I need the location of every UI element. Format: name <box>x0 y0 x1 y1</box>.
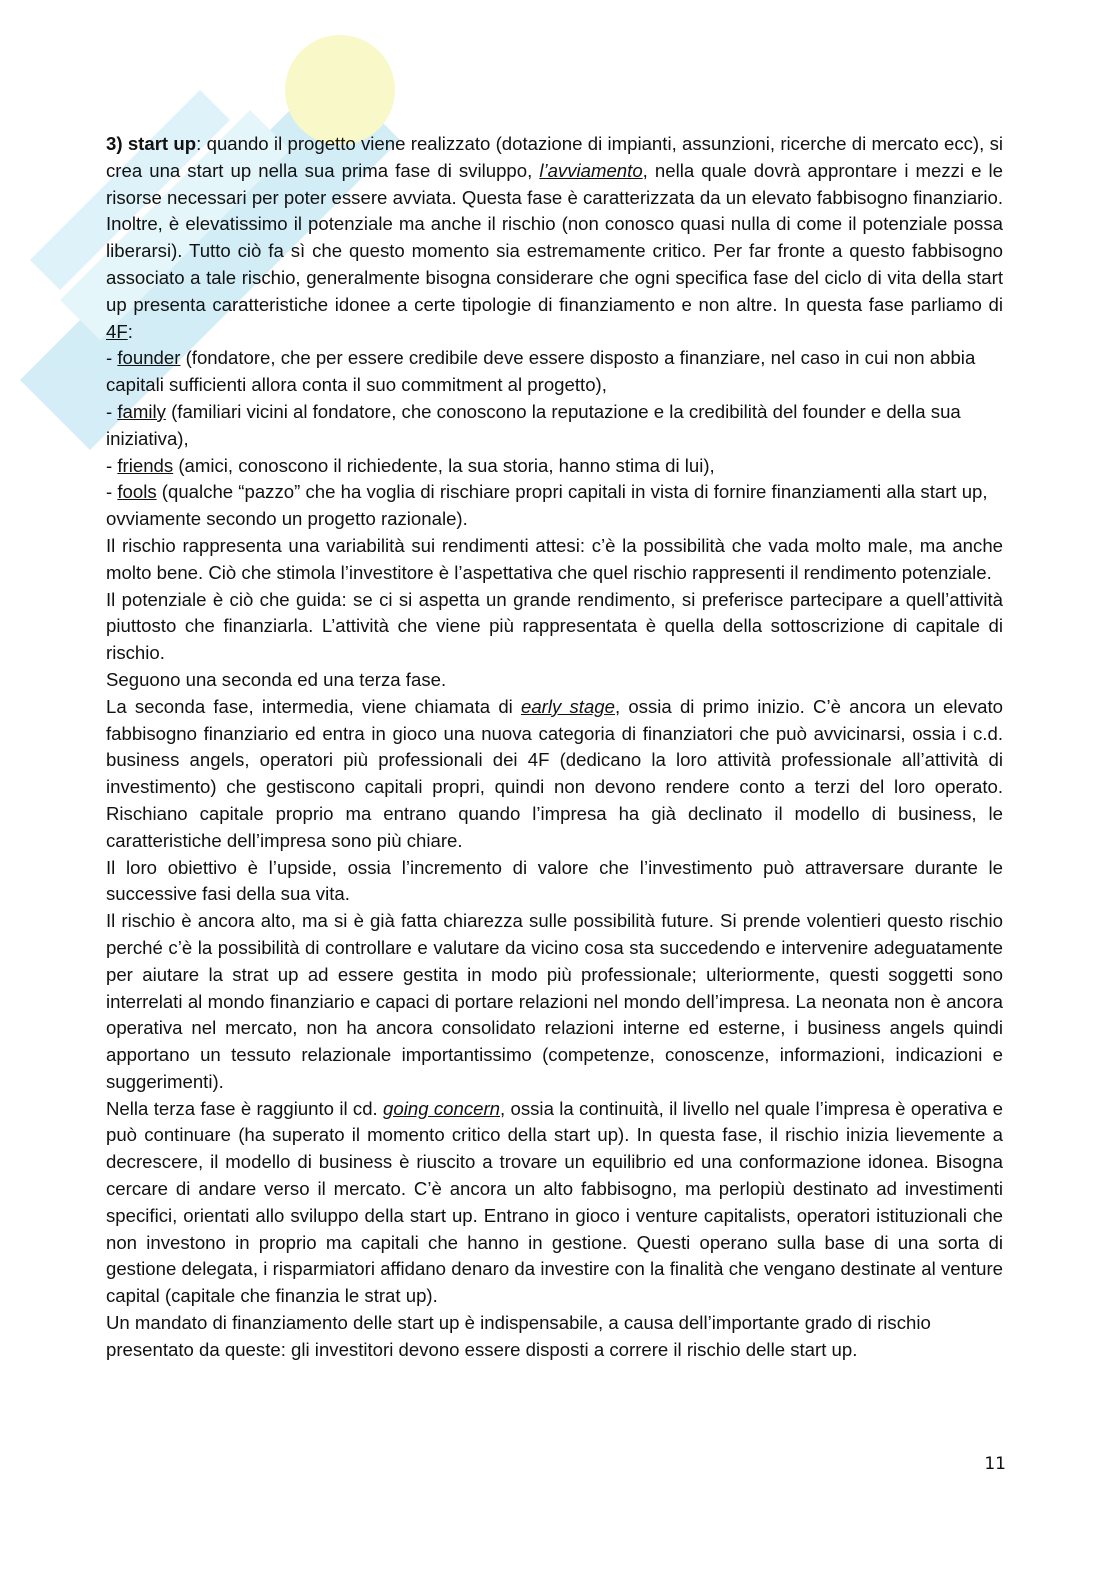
text-run: , ossia la continuità, il livello nel quale l’impresa è operativa e può continuare (ha superato il momento critico della start up). In questa fase, il rischio inizia lievemente a decrescere, il modello di business è riuscito a trovare un equilibrio ed una conformazione idonea. Bisogna cercare di andare verso il mercato. C’è ancora un alto fabbisogno, ma perlopiù destinato ad investimenti specifici, orientati allo sviluppo della start up. Entrano in gioco i venture capitalists, operatori istituzionali che non investono in proprio ma capitali che hanno in gestione. Questi operano sulla base di una sorta di gestione delegata, i risparmiatori affidano denaro da investire con la finalità che vengano destinate al venture capital (capitale che finanzia le strat up). <box>106 1097 1003 1307</box>
text-run: (qualche “pazzo” che ha voglia di rischiare propri capitali in vista di fornire finanziamenti alla start up, ovviamente secondo un progetto razionale). <box>106 481 988 530</box>
text-run: : <box>127 320 133 342</box>
text-run: (fondatore, che per essere credibile deve essere disposto a finanziare, nel caso in cui non abbia capitali sufficienti allora conta il suo commitment al progetto), <box>106 347 976 396</box>
term-fools: fools <box>117 481 157 503</box>
paragraph-upside: Il loro obiettivo è l’upside, ossia l’incremento di valore che l’investimento può attraversare durante le successive fasi della sua vita. <box>106 856 1003 905</box>
list-item-fools <box>106 479 1003 533</box>
document-body <box>106 131 1003 1364</box>
term-avviamento: l’avviamento <box>539 159 643 181</box>
text-run: , ossia di primo inizio. C’è ancora un elevato fabbisogno finanziario ed entra in gioco una nuova categoria di finanziatori che può avvicinarsi, ossia i c.d. business angels, operatori più professionali dei 4F (dedicano la loro attività professionale all’attività di investimento) che gestiscono capitali propri, quindi non devono rendere conto a terzi del loro operato. Rischiano capitale proprio ma entrano quando l’impresa ha già declinato il modello di business, le caratteristiche dell’impresa sono più chiare. <box>106 695 1003 851</box>
paragraph-early-stage <box>106 694 1003 855</box>
list-item-founder <box>106 345 1003 399</box>
bullet-dash: - <box>106 454 118 476</box>
text-run: , nella quale dovrà approntare i mezzi e le risorse necessari per poter essere avviata. Questa fase è caratterizzata da un elevato fabbisogno finanziario. Inoltre, è elevatissimo il potenziale ma anche il rischio (non conosco quasi nulla di come il potenziale possa liberarsi). Tutto ciò fa sì che questo momento sia estremamente critico. Per far fronte a questo fabbisogno associato a tale rischio, generalmente bisogna considerare che ogni specifica fase del ciclo di vita della start up presenta caratteristiche idonee a certe tipologie di finanziamento e non altre. In questa fase parliamo di <box>106 159 1003 315</box>
text-run: Nella terza fase è raggiunto il cd. <box>106 1097 384 1119</box>
term-going-concern: going concern <box>383 1097 501 1119</box>
bullet-dash: - <box>106 347 118 369</box>
paragraph-potenziale: Il potenziale è ciò che guida: se ci si aspetta un grande rendimento, si preferisce partecipare a quell’attività piuttosto che finanziarla. L’attività che viene più rappresentata è quella della sottoscrizione di capitale di rischio. <box>106 588 1003 664</box>
term-family: family <box>117 400 166 422</box>
section-heading-start-up: 3) start up <box>106 133 197 154</box>
bullet-dash: - <box>106 400 118 422</box>
page-number: 11 <box>984 1454 1006 1474</box>
text-run: (familiari vicini al fondatore, che conoscono la reputazione e la credibilità del founder e della sua iniziativa), <box>106 400 961 449</box>
paragraph-rischio: Il rischio rappresenta una variabilità sui rendimenti attesi: c’è la possibilità che vada molto male, ma anche molto bene. Ciò che stimola l’investitore è l’aspettativa che quel rischio rappresenti il rendimento potenziale. <box>106 534 1003 583</box>
text-run: (amici, conoscono il richiedente, la sua storia, hanno stima di lui), <box>173 454 715 476</box>
bullet-dash: - <box>106 481 118 503</box>
term-friends: friends <box>117 454 174 476</box>
paragraph-start-up <box>106 131 1003 345</box>
paragraph-going-concern <box>106 1096 1003 1310</box>
text-run: : quando il progetto viene realizzato (dotazione di impianti, assunzioni, ricerche di mercato ecc), si crea una start up nella sua prima fase di sviluppo, <box>106 133 1003 181</box>
list-item-family <box>106 399 1003 453</box>
term-early-stage: early stage <box>521 695 615 717</box>
paragraph-rischio-alto: Il rischio è ancora alto, ma si è già fatta chiarezza sulle possibilità future. Si prende volentieri questo rischio perché c’è la possibilità di controllare e valutare da vicino cosa sta succedendo e intervenire adeguatamente per aiutare la strat up ad essere gestita in modo più professionale; ulteriormente, questi soggetti sono interrelati al mondo finanziario e capaci di portare relazioni nel mondo dell’impresa. La neonata non è ancora operativa nel mercato, non ha ancora consolidato relazioni interne ed esterne, i business angels quindi apportano un tessuto relazionale importantissimo (competenze, conoscenze, informazioni, indicazioni e suggerimenti). <box>106 910 1003 1092</box>
term-founder: founder <box>117 347 181 369</box>
text-run: La seconda fase, intermedia, viene chiamata di <box>106 695 521 717</box>
paragraph-fasi: Seguono una seconda ed una terza fase. <box>106 668 447 690</box>
list-item-friends <box>106 453 1003 480</box>
term-4f: 4F <box>106 320 128 342</box>
paragraph-mandato: Un mandato di finanziamento delle start up è indispensabile, a causa dell’importante grado di rischio presentato da queste: gli investitori devono essere disposti a correre il rischio delle start up. <box>106 1312 931 1360</box>
